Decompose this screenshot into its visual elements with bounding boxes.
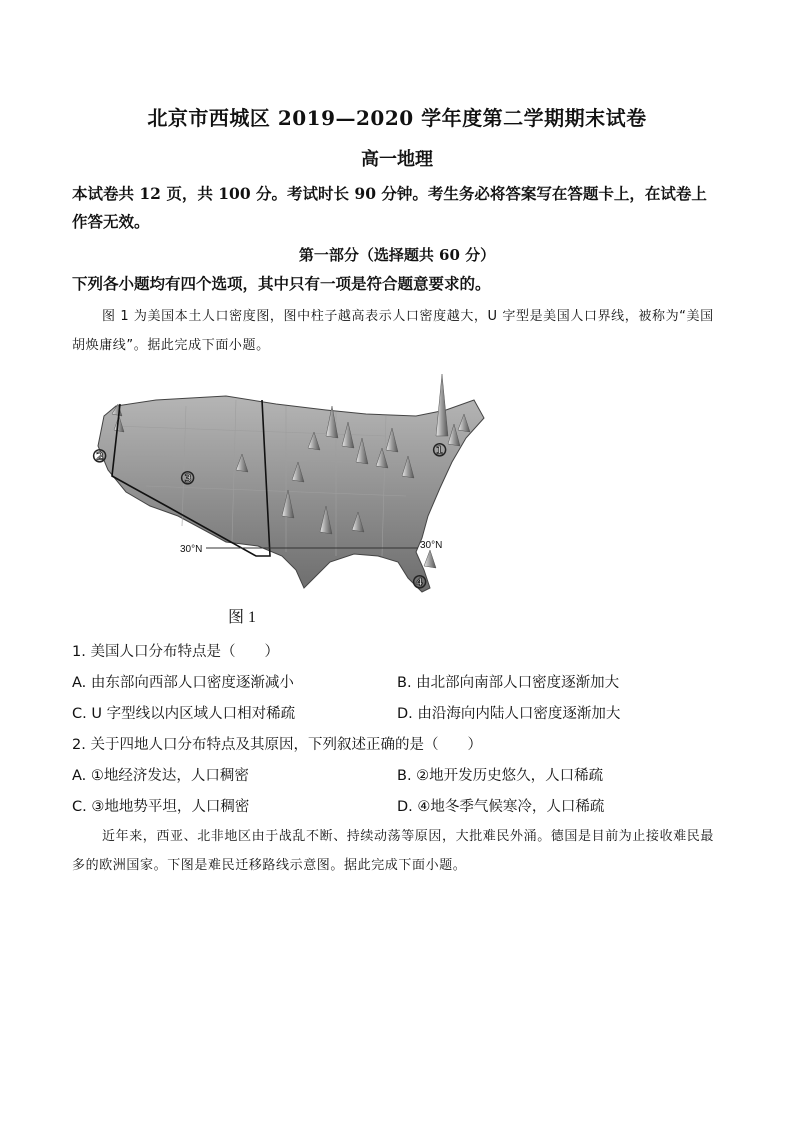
question-1-option-c[interactable]: C. U 字型线以内区域人口相对稀疏 bbox=[72, 706, 296, 722]
passage-2: 近年来，西亚、北非地区由于战乱不断、持续动荡等原因，大批难民外涌。德国是目前为止接收难民最多的欧洲国家。下图是难民迁移路线示意图。据此完成下面小题。 bbox=[72, 829, 715, 873]
page-subtitle: 高一地理 bbox=[361, 149, 433, 170]
lat-label-right: 30°N bbox=[420, 540, 443, 551]
us-population-density-map bbox=[86, 366, 496, 606]
page-title: 北京市西城区 2019—2020 学年度第二学期期末试卷 bbox=[147, 106, 647, 130]
question-2-option-c[interactable]: C. ③地地势平坦，人口稠密 bbox=[72, 799, 250, 815]
question-1-option-b[interactable]: B. 由北部向南部人口密度逐渐加大 bbox=[397, 675, 620, 691]
question-2-stem: 2. 关于四地人口分布特点及其原因，下列叙述正确的是（ ） bbox=[72, 737, 482, 753]
passage-1: 图 1 为美国本土人口密度图，图中柱子越高表示人口密度越大，U 字型是美国人口界线，被称为“美国胡焕庸线”。据此完成下面小题。 bbox=[72, 309, 714, 353]
question-1-option-a[interactable]: A. 由东部向西部人口密度逐渐减小 bbox=[72, 675, 294, 691]
question-2-option-b[interactable]: B. ②地开发历史悠久，人口稀疏 bbox=[397, 768, 604, 784]
marker-2: ② bbox=[92, 447, 108, 467]
marker-3: ③ bbox=[180, 469, 196, 489]
question-2-option-a[interactable]: A. ①地经济发达，人口稠密 bbox=[72, 768, 249, 784]
part-title: 第一部分（选择题共 60 分） bbox=[298, 246, 496, 264]
question-1-option-d[interactable]: D. 由沿海向内陆人口密度逐渐加大 bbox=[397, 706, 621, 722]
question-2-option-d[interactable]: D. ④地冬季气候寒冷，人口稀疏 bbox=[397, 799, 605, 815]
exam-notice: 本试卷共 12 页，共 100 分。考试时长 90 分钟。考生务必将答案写在答题卡上，在试卷上作答无效。 bbox=[72, 184, 707, 231]
figure-caption: 图 1 bbox=[228, 609, 257, 626]
question-1-stem: 1. 美国人口分布特点是（ ） bbox=[72, 644, 279, 660]
marker-1: ① bbox=[432, 441, 448, 461]
marker-4: ④ bbox=[412, 573, 428, 593]
lat-label-left: 30°N bbox=[180, 544, 203, 555]
instruction: 下列各小题均有四个选项，其中只有一项是符合题意要求的。 bbox=[72, 274, 491, 293]
